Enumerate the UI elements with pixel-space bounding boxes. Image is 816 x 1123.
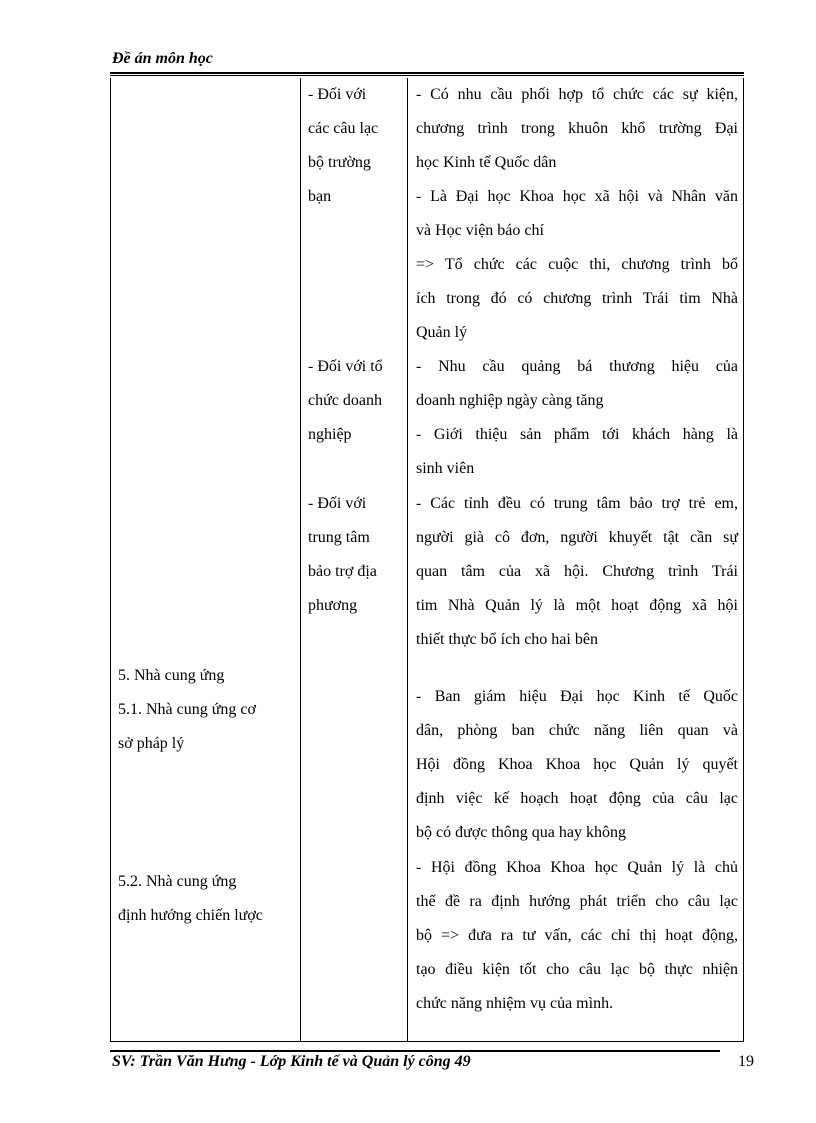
local-care-center-text: - Các tỉnh đều có trung tâm bảo trợ trẻ em, người già cô đơn, người khuyết tật cần sự quan tâm của xã hội. Chương trình Trái tim Nhà Quản lý là một hoạt động xã hội thiết thực bổ ích cho hai bên: [416, 495, 738, 648]
partner-clubs-text: - Có nhu cầu phối hợp tổ chức các sự kiện, chương trình trong khuôn khổ trường Đại học Kinh tế Quốc dân - Là Đại học Khoa học xã hội và Nhân văn và Học viện báo chí => Tổ chức các cuộc thi, chương trình bổ ích trong đó có chương trình Trái tim Nhà Quản lý: [416, 86, 738, 341]
strategy-supplier-label: 5.2. Nhà cung ứng định hướng chiến lược: [118, 873, 263, 924]
table-border-right: [743, 78, 744, 1042]
document-header-title: Đề án môn học: [112, 50, 213, 67]
legal-supplier-label: 5.1. Nhà cung ứng cơ sở pháp lý: [118, 701, 256, 752]
partner-clubs-label: - Đối với các câu lạc bộ trường bạn: [308, 86, 379, 205]
local-care-center-label: - Đối với trung tâm bảo trợ địa phương: [308, 495, 377, 614]
table-col-divider-2: [407, 78, 408, 1042]
table-border-left: [110, 78, 111, 1042]
header-divider: [110, 72, 744, 74]
footer-divider: [110, 1050, 720, 1052]
suppliers-heading: 5. Nhà cung ứng: [118, 667, 225, 684]
stakeholder-table: [110, 78, 744, 1042]
table-col-divider-1: [300, 78, 301, 1042]
legal-supplier-text: - Ban giám hiệu Đại học Kinh tế Quốc dân, phòng ban chức năng liên quan và Hội đồng Khoa Khoa học Quản lý quyết định việc kế hoạch hoạt động của câu lạc bộ có được thông qua hay không: [416, 688, 738, 841]
header-divider-thin: [110, 75, 744, 76]
footer-author: SV: Trần Văn Hưng - Lớp Kinh tế và Quản lý công 49: [112, 1053, 471, 1070]
page-number: 19: [738, 1053, 754, 1070]
table-border-bottom: [110, 1041, 744, 1042]
business-org-text: - Nhu cầu quảng bá thương hiệu của doanh nghiệp ngày càng tăng - Giới thiệu sản phẩm tới khách hàng là sinh viên: [416, 358, 738, 477]
strategy-supplier-text: - Hội đồng Khoa Khoa học Quản lý là chủ thể đề ra định hướng phát triển cho câu lạc bộ => đưa ra tư vấn, các chỉ thị hoạt động, tạo điều kiện tốt cho câu lạc bộ thực nhiện chức năng nhiệm vụ của mình.: [416, 859, 738, 1012]
business-org-label: - Đối với tổ chức doanh nghiệp: [308, 358, 383, 443]
